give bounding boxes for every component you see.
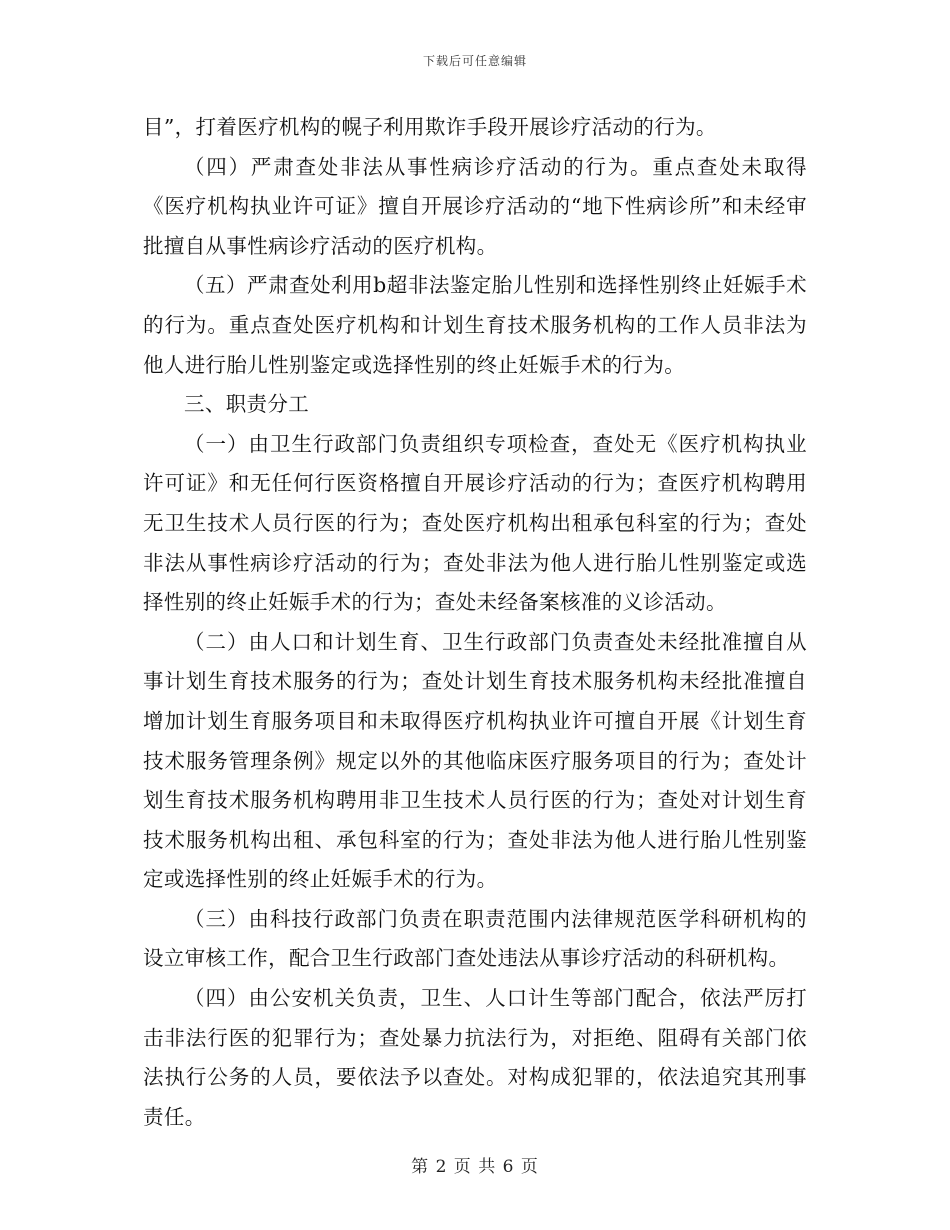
paragraph-duty-4-police: （四）由公安机关负责，卫生、人口计生等部门配合，依法严厉打击非法行医的犯罪行为；查处暴力抗法行为，对拒绝、阻碍有关部门依法执行公务的人员，要依法予以查处。对构成犯罪的，依法追究其刑事责任。 <box>143 986 807 1129</box>
section-heading-responsibilities: 三、职责分工 <box>184 392 310 417</box>
header-note: 下载后可任意编辑 <box>422 54 527 68</box>
paragraph-duty-2-family-planning: （二）由人口和计划生育、卫生行政部门负责查处未经批准擅自从事计划生育技术服务的行为；查处计划生育技术服务机构未经批准擅自增加计划生育服务项目和未取得医疗机构执业许可擅自开展《计划生育技术服务管理条例》规定以外的其他临床医疗服务项目的行为；查处计划生育技术服务机构聘用非卫生技术人员行医的行为；查处对计划生育技术服务机构出租、承包科室的行为；查处非法为他人进行胎儿性别鉴定或选择性别的终止妊娠手术的行为。 <box>143 629 807 892</box>
paragraph-item-5-bscan: （五）严肃查处利用b超非法鉴定胎儿性别和选择性别终止妊娠手术的行为。重点查处医疗机构和计划生育技术服务机构的工作人员非法为他人进行胎儿性别鉴定或选择性别的终止妊娠手术的行为。 <box>143 273 807 377</box>
paragraph-item-4-std: （四）严肃查处非法从事性病诊疗活动的行为。重点查处未取得《医疗机构执业许可证》擅自开展诊疗活动的“地下性病诊所”和未经审批擅自从事性病诊疗活动的医疗机构。 <box>143 154 807 258</box>
paragraph-duty-1-health: （一）由卫生行政部门负责组织专项检查，查处无《医疗机构执业许可证》和无任何行医资格擅自开展诊疗活动的行为；查医疗机构聘用无卫生技术人员行医的行为；查处医疗机构出租承包科室的行为；查处非法从事性病诊疗活动的行为；查处非法为他人进行胎儿性别鉴定或选择性别的终止妊娠手术的行为；查处未经备案核准的义诊活动。 <box>143 431 807 615</box>
document-body <box>143 108 807 1137</box>
paragraph-continuation: 目”，打着医疗机构的幌子利用欺诈手段开展诊疗活动的行为。 <box>143 115 717 139</box>
page-number-footer: 第 2 页 共 6 页 <box>411 1157 539 1177</box>
paragraph-duty-3-science: （三）由科技行政部门负责在职责范围内法律规范医学科研机构的设立审核工作，配合卫生行政部门查处违法从事诊疗活动的科研机构。 <box>143 906 807 971</box>
